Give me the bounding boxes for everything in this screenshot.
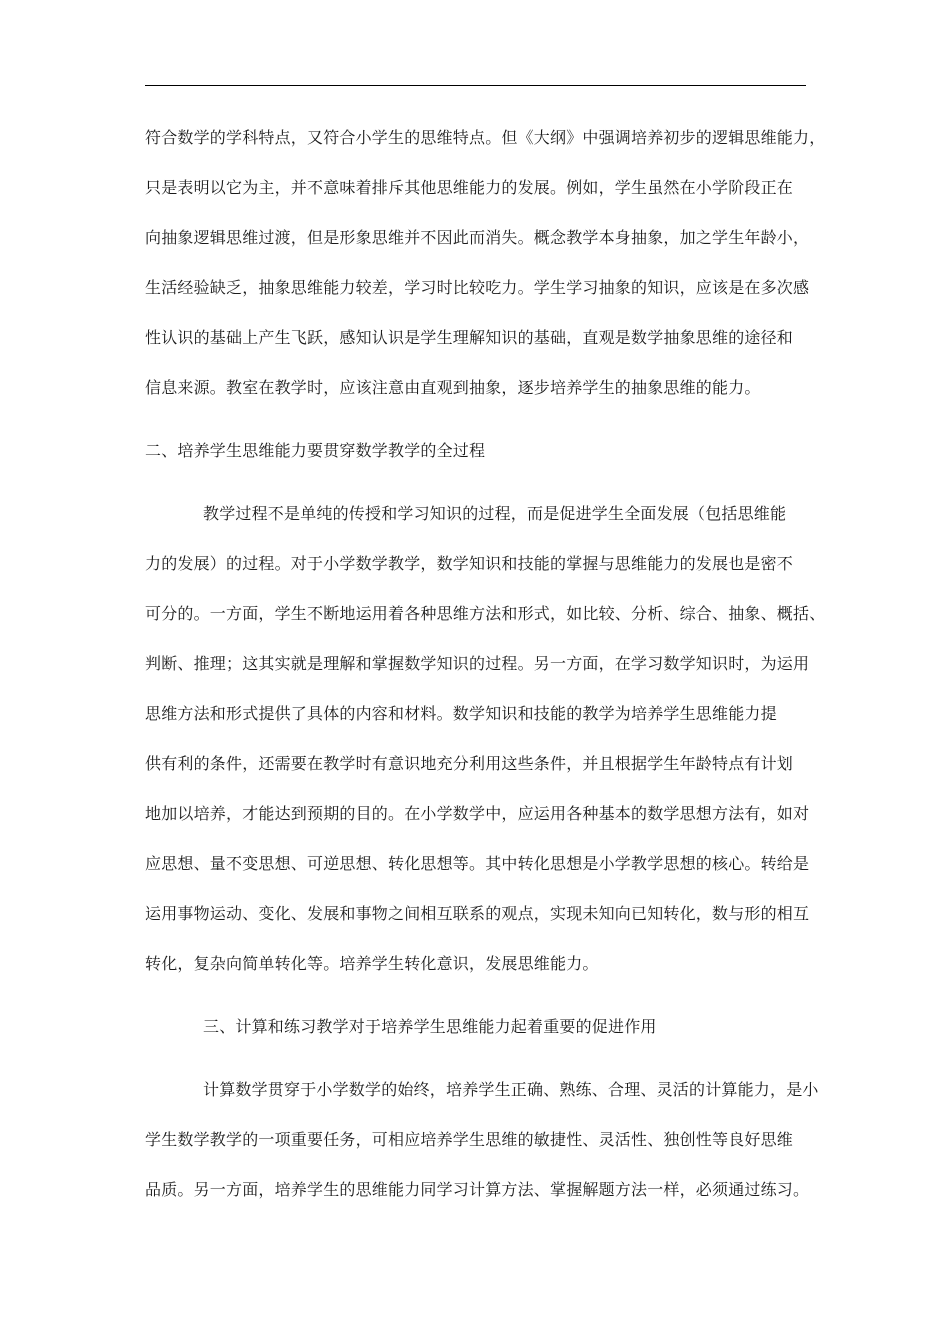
paragraph-line: 供有利的条件，还需要在教学时有意识地充分利用这些条件，并且根据学生年龄特点有计划 (145, 754, 794, 773)
section-heading: 二、培养学生思维能力要贯穿数学教学的全过程 (145, 441, 486, 460)
paragraph-line: 向抽象逻辑思维过渡，但是形象思维并不因此而消失。概念教学本身抽象，加之学生年龄小， (145, 228, 810, 247)
header-rule (145, 85, 806, 86)
paragraph-line: 力的发展）的过程。对于小学数学教学，数学知识和技能的掌握与思维能力的发展也是密不 (145, 554, 794, 573)
paragraph-line: 思维方法和形式提供了具体的内容和材料。数学知识和技能的教学为培养学生思维能力提 (145, 704, 777, 723)
paragraph-line: 品质。另一方面，培养学生的思维能力同学习计算方法、掌握解题方法一样，必须通过练习。 (145, 1180, 810, 1199)
paragraph-line: 地加以培养，才能达到预期的目的。在小学数学中，应运用各种基本的数学思想方法有，如对 (145, 804, 810, 823)
paragraph-line: 学生数学教学的一项重要任务，可相应培养学生思维的敏捷性、灵活性、独创性等良好思维 (145, 1130, 794, 1149)
paragraph-line: 可分的。一方面，学生不断地运用着各种思维方法和形式，如比较、分析、综合、抽象、概括、 (145, 604, 826, 623)
paragraph-line: 符合数学的学科特点，又符合小学生的思维特点。但《大纲》中强调培养初步的逻辑思维能力， (145, 128, 826, 147)
paragraph-line: 计算数学贯穿于小学数学的始终，培养学生正确、熟练、合理、灵活的计算能力，是小 (203, 1080, 819, 1099)
paragraph-line: 只是表明以它为主，并不意味着排斥其他思维能力的发展。例如，学生虽然在小学阶段正在 (145, 178, 794, 197)
paragraph-line: 教学过程不是单纯的传授和学习知识的过程，而是促进学生全面发展（包括思维能 (203, 504, 787, 523)
paragraph-line: 信息来源。教室在教学时，应该注意由直观到抽象，逐步培养学生的抽象思维的能力。 (145, 378, 761, 397)
paragraph-line: 运用事物运动、变化、发展和事物之间相互联系的观点，实现未知向已知转化，数与形的相互 (145, 904, 810, 923)
paragraph-line: 性认识的基础上产生飞跃，感知认识是学生理解知识的基础，直观是数学抽象思维的途径和 (145, 328, 794, 347)
paragraph-line: 生活经验缺乏，抽象思维能力较差，学习时比较吃力。学生学习抽象的知识，应该是在多次感 (145, 278, 810, 297)
paragraph-line: 转化，复杂向简单转化等。培养学生转化意识，发展思维能力。 (145, 954, 599, 973)
section-heading: 三、计算和练习教学对于培养学生思维能力起着重要的促进作用 (203, 1017, 657, 1036)
paragraph-line: 判断、推理；这其实就是理解和掌握数学知识的过程。另一方面，在学习数学知识时，为运用 (145, 654, 810, 673)
paragraph-line: 应思想、量不变思想、可逆思想、转化思想等。其中转化思想是小学教学思想的核心。转给是 (145, 854, 810, 873)
